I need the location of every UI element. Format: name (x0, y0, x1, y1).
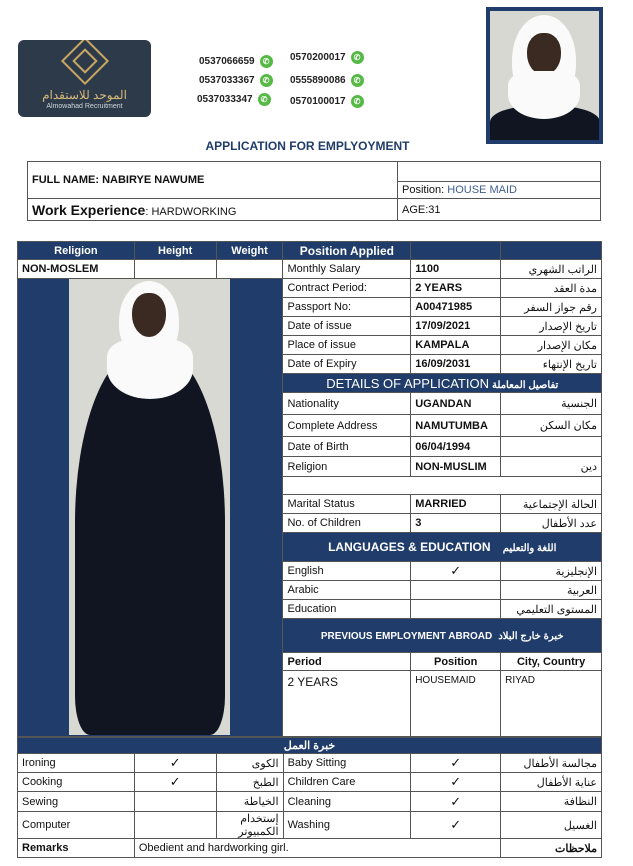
detail-arabic: مدة العقد (501, 279, 602, 298)
app-detail-arabic: الجنسية (501, 393, 602, 415)
religion-header: Religion (18, 242, 135, 260)
family-label: No. of Children (283, 514, 411, 533)
detail-label: Passport No: (283, 298, 411, 317)
info-table (17, 241, 602, 737)
skill-arabic: الغسيل (501, 812, 602, 839)
whatsapp-icon: ✆ (351, 51, 364, 64)
detail-label: Contract Period: (283, 279, 411, 298)
app-detail-label: Nationality (283, 393, 411, 415)
app-detail-value: 06/04/1994 (411, 437, 501, 457)
family-value: MARRIED (411, 495, 501, 514)
position-cell: Position: HOUSE MAID (398, 182, 601, 199)
religion-value: NON-MOSLEM (18, 260, 135, 279)
family-arabic: الحالة الإجتماعية (501, 495, 602, 514)
skill-arabic: الخياطة (216, 792, 283, 812)
check-icon: ✓ (411, 812, 501, 839)
language-label: Education (283, 600, 411, 619)
phone-5: 0555890086 ✆ (290, 74, 364, 87)
prev-period-value: 2 YEARS (283, 671, 411, 737)
detail-value: A00471985 (411, 298, 501, 317)
detail-arabic: مكان الإصدار (501, 336, 602, 355)
skill-label: Cleaning (283, 792, 411, 812)
phone-6: 0570100017 ✆ (290, 95, 364, 108)
check-icon: ✓ (134, 773, 216, 792)
page-title: APPLICATION FOR EMPLYOYMENT (205, 139, 410, 153)
language-arabic: العربية (501, 581, 602, 600)
skill-label: Baby Sitting (283, 754, 411, 773)
height-header: Height (134, 242, 216, 260)
detail-value: 2 YEARS (411, 279, 501, 298)
skill-arabic: إستخدام الكمبيوتر (216, 812, 283, 839)
app-detail-label: Date of Birth (283, 437, 411, 457)
check-icon: ✓ (411, 792, 501, 812)
remarks-value: Obedient and hardworking girl. (134, 839, 500, 858)
whatsapp-icon: ✆ (351, 95, 364, 108)
logo-english: Almowahad Recruitment (46, 103, 123, 110)
app-detail-arabic: مكان السكن (501, 415, 602, 437)
prev-city-value: RIYAD (501, 671, 602, 737)
check-icon: ✓ (134, 754, 216, 773)
detail-label: Date of issue (283, 317, 411, 336)
full-name-cell: FULL NAME: NABIRYE NAWUME (28, 162, 398, 199)
skill-arabic: عناية الأطفال (501, 773, 602, 792)
app-detail-value: NON-MUSLIM (411, 457, 501, 477)
height-value (134, 260, 216, 279)
remarks-label: Remarks (18, 839, 135, 858)
language-value (411, 581, 501, 600)
skills-header: خبرة العمل (18, 738, 602, 754)
language-label: English (283, 562, 411, 581)
detail-label: Date of Expiry (283, 355, 411, 374)
app-detail-value: NAMUTUMBA (411, 415, 501, 437)
spacer-row (283, 477, 602, 495)
full-body-photo (69, 279, 230, 735)
language-value (411, 600, 501, 619)
language-arabic: المستوى التعليمي (501, 600, 602, 619)
languages-education-header: LANGUAGES & EDUCATION اللغة والتعليم (283, 533, 602, 562)
app-detail-arabic (501, 437, 602, 457)
work-experience-cell: Work Experience: HARDWORKING (28, 199, 398, 221)
family-label: Marital Status (283, 495, 411, 514)
skill-label: Ironing (18, 754, 135, 773)
details-of-application-header: DETAILS OF APPLICATION تفاصيل المعاملة (283, 374, 602, 393)
whatsapp-icon: ✆ (260, 55, 273, 68)
logo-arabic: الموحد للاستقدام (42, 88, 127, 102)
detail-arabic: الراتب الشهري (501, 260, 602, 279)
phone-1: 0537066659 ✆ (199, 55, 273, 68)
family-value: 3 (411, 514, 501, 533)
city-country-header: City, Country (501, 653, 602, 671)
phone-3: 0537033347 ✆ (197, 93, 271, 106)
phone-4: 0570200017 ✆ (290, 51, 364, 64)
app-detail-label: Religion (283, 457, 411, 477)
language-arabic: الإنجليزية (501, 562, 602, 581)
check-icon: ✓ (411, 773, 501, 792)
skill-label: Cooking (18, 773, 135, 792)
detail-value: 16/09/2031 (411, 355, 501, 374)
skill-label: Computer (18, 812, 135, 839)
phone-2: 0537033367 ✆ (199, 74, 273, 87)
family-arabic: عدد الأطفال (501, 514, 602, 533)
check-icon: ✓ (411, 562, 501, 581)
detail-label: Monthly Salary (283, 260, 411, 279)
whatsapp-icon: ✆ (351, 74, 364, 87)
detail-arabic: تاريخ الإصدار (501, 317, 602, 336)
weight-value (216, 260, 283, 279)
skill-arabic: الكوى (216, 754, 283, 773)
skill-arabic: الطبخ (216, 773, 283, 792)
skills-table (17, 737, 602, 858)
skill-check (134, 812, 216, 839)
app-detail-arabic: دين (501, 457, 602, 477)
language-label: Arabic (283, 581, 411, 600)
detail-label: Place of issue (283, 336, 411, 355)
check-icon: ✓ (411, 754, 501, 773)
skill-check (134, 792, 216, 812)
prev-position-value: HOUSEMAID (411, 671, 501, 737)
skill-label: Sewing (18, 792, 135, 812)
weight-header: Weight (216, 242, 283, 260)
position-applied-header: Position Applied (283, 242, 411, 260)
full-body-photo-cell (18, 279, 283, 737)
detail-value: 1100 (411, 260, 501, 279)
remarks-arabic: ملاحظات (501, 839, 602, 858)
app-detail-label: Complete Address (283, 415, 411, 437)
app-detail-value: UGANDAN (411, 393, 501, 415)
skill-label: Washing (283, 812, 411, 839)
skill-label: Children Care (283, 773, 411, 792)
detail-arabic: تاريخ الإنتهاء (501, 355, 602, 374)
previous-employment-header: PREVIOUS EMPLOYMENT ABROAD خبرة خارج البلاد (283, 619, 602, 653)
skill-arabic: مجالسة الأطفال (501, 754, 602, 773)
agency-logo (18, 40, 151, 117)
age-cell: AGE:31 (398, 199, 601, 221)
detail-value: KAMPALA (411, 336, 501, 355)
skill-arabic: النظافة (501, 792, 602, 812)
whatsapp-icon: ✆ (258, 93, 271, 106)
header-table (27, 161, 601, 221)
portrait-photo (486, 7, 603, 144)
detail-value: 17/09/2021 (411, 317, 501, 336)
detail-arabic: رقم جواز السفر (501, 298, 602, 317)
prev-position-header: Position (411, 653, 501, 671)
period-header: Period (283, 653, 411, 671)
whatsapp-icon: ✆ (260, 74, 273, 87)
